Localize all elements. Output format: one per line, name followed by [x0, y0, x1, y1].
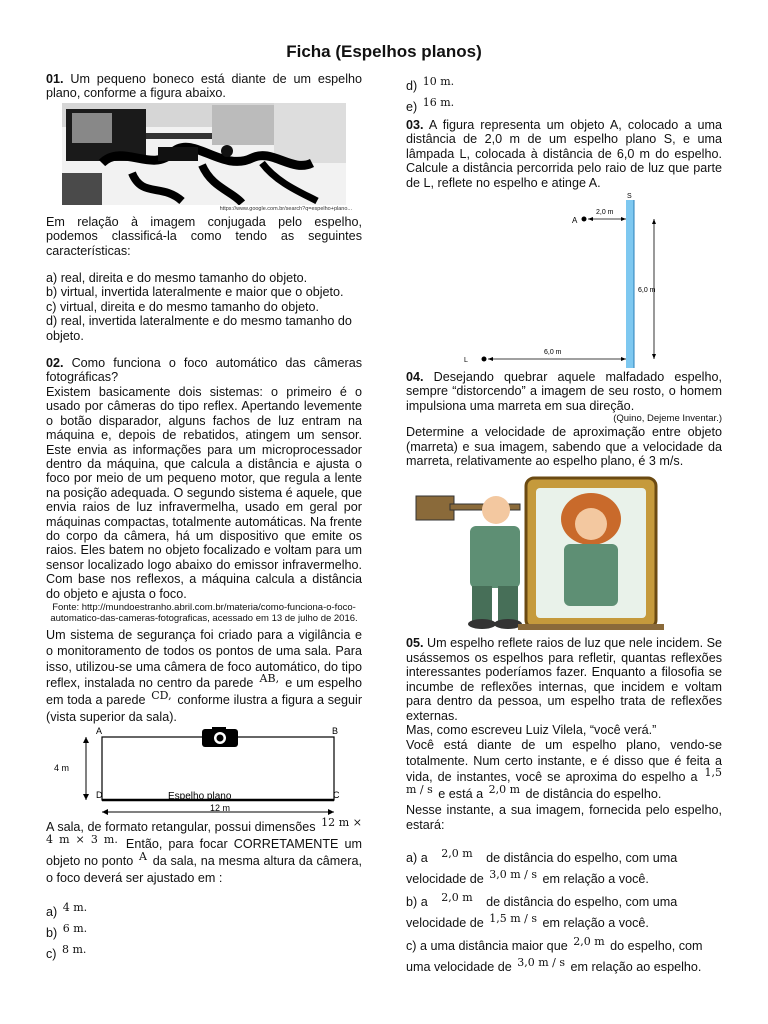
q2-question: A sala, de formato retangular, possui dimensões 12 m × 4 m × 3 m. Então, para focar CORRETAMENTE um objeto no ponto A da sala, na mesma altura da câmera, o foco deverá ser ajustado em :	[46, 815, 363, 885]
q5-option-b: b) a 2,0 m de distância do espelho, com uma velocidade de 1,5 m / s em relação a você.	[406, 891, 678, 931]
right-column	[406, 76, 722, 978]
q2-statement: Um sistema de segurança foi criado para a vigilância e o monitoramento de todos os pontos de uma sala. Para isso, utilizou-se uma câmera de foco automático, do tipo reflex, instalada no centro da parede AB, e um espelho em toda a parede CD, conforme ilustra a figura a seguir (vista superior da sala).	[46, 627, 363, 724]
q5-quote: Mas, como escreveu Luiz Vilela, “você verá.”	[406, 722, 657, 737]
corner-b-label: B	[332, 726, 339, 736]
q2-option-b: b) 6 m.	[46, 921, 88, 940]
q1-image-credit: https://www.google.com.br/search?q=espelho+plano...	[219, 205, 352, 212]
q3-dist-l: 6,0 m	[544, 349, 562, 357]
q2-room-figure	[46, 727, 362, 819]
q1-prompt: Em relação à imagem conjugada pelo espelho, podemos classificá-la como tendo as seguintes características:	[46, 214, 362, 258]
q4-number: 04.	[406, 370, 424, 385]
q3-mirror-figure	[406, 192, 722, 370]
q3-dist-a: 2,0 m	[596, 209, 614, 217]
q2-option-c: c) 8 m.	[46, 942, 87, 961]
q1-option-d: d) real, invertida lateralmente e do mesmo tamanho do objeto.	[46, 314, 352, 343]
q3-number: 03.	[406, 118, 424, 132]
camera-icon	[202, 727, 238, 747]
q3-label-a: A	[572, 216, 578, 226]
q3-height: 6,0 m	[638, 287, 656, 295]
q2-option-d: d) 10 m.	[406, 75, 455, 93]
q4-prompt: Determine a velocidade de aproximação entre objeto (marreta) e sua imagem, sabendo que a velocidade da marreta, relativamente ao espelho plano, é 3 m/s.	[406, 425, 722, 469]
q4-credit: (Quino, Dejeme Inventar.)	[613, 413, 722, 425]
q3-text: 03. A figura representa um objeto A, colocado a uma distância de 2,0 m de um espelho plano S, e uma lâmpada L, colocada à distância de 6,0 m do espelho. Calcule a distância percorrida pelo raio de luz que parte de L, reflete no espelho e atinge A.	[406, 118, 722, 190]
q1-option-c: c) virtual, direita e do mesmo tamanho do objeto.	[46, 299, 320, 314]
width-label: 12 m	[210, 802, 231, 813]
left-column	[46, 72, 362, 965]
q1-doll-mirror-photo	[62, 103, 346, 205]
mirror-label: Espelho plano	[168, 790, 232, 802]
q1-number: 01.	[46, 72, 64, 86]
q2-option-a: a) 4 m.	[46, 900, 88, 919]
q4-text: 04. Desejando quebrar aquele malfadado espelho, sempre “distorcendo” a imagem de seu rosto, o homem impulsiona uma marreta em sua direção.	[406, 370, 722, 413]
q4-cartoon-mirror	[406, 474, 722, 634]
q2-source: Fonte: http://mundoestranho.abril.com.br/materia/como-funciona-o-foco-automatico-das-cameras-fotograficas, acessado em 13 de julho de 2016.	[50, 601, 358, 625]
q1-option-b: b) virtual, invertida lateralmente e maior que o objeto.	[46, 285, 344, 300]
q5-text: 05. Um espelho reflete raios de luz que nele incidem. Se usássemos os espelhos para refletir, quantas reflexões interessantes poderíamos fazer. Enquanto a filosofia se incumbe de reflexões internas, que incidem e voltam para dentro da pessoa, um espelho trata de reflexões externas.	[406, 636, 723, 723]
q2-option-e: e) 16 m.	[406, 96, 455, 114]
q2-body: Existem basicamente dois sistemas: o primeiro é o usado por câmeras do tipo reflex. Apertando levemente o botão disparador, alguns fachos de luz entram na máquina e, depois de rebatidos, atingem um sensor. Este envia as informações para um microprocessador dentro da máquina, que calcula a distância e ajusta o foco por meio de um pequeno motor, que regula a lente na posição adequada. O segundo sistema é aquele, que envia raios de luz infravermelha, usado em geral por máquinas compactas, totalmente automáticas. Na frente do corpo da câmera, há um dispositivo que emite os raios. Eles batem no objeto focalizado e voltam para um sensor localizado logo abaixo do emissor infravermelho. Com base nos reflexos, a máquina calcula a distância do objeto e ajusta o foco.	[46, 384, 362, 601]
q5-question: Nesse instante, a sua imagem, fornecida pelo espelho, estará:	[406, 803, 722, 832]
height-label: 4 m	[54, 762, 70, 773]
corner-d-label: D	[96, 789, 103, 800]
q5-option-c: c) a uma distância maior que 2,0 m do espelho, com uma velocidade de 3,0 m / s em relação ao espelho.	[406, 935, 703, 975]
q5-option-a: a) a 2,0 m de distância do espelho, com uma velocidade de 3,0 m / s em relação a você.	[406, 847, 678, 887]
q5-number: 05.	[406, 636, 424, 651]
q1-text: 01. Um pequeno boneco está diante de um espelho plano, conforme a figura abaixo.	[46, 72, 362, 101]
corner-a-label: A	[96, 726, 103, 736]
q5-scenario: Você está diante de um espelho plano, vendo-se totalmente. Num certo instante, e é disso que é feita a vida, de instantes, você se aproxima do espelho a 1,5 m / s e está a 2,0 m de distância do espelho.	[406, 738, 723, 802]
q2-heading: 02. Como funciona o foco automático das câmeras fotográficas?	[46, 356, 362, 385]
q2-number: 02.	[46, 356, 64, 371]
q3-label-s: S	[627, 193, 632, 201]
page-title: Ficha (Espelhos planos)	[286, 42, 482, 61]
q3-label-l: L	[464, 357, 468, 365]
q1-option-a: a) real, direita e do mesmo tamanho do objeto.	[46, 271, 308, 286]
corner-c-label: C	[333, 789, 340, 800]
